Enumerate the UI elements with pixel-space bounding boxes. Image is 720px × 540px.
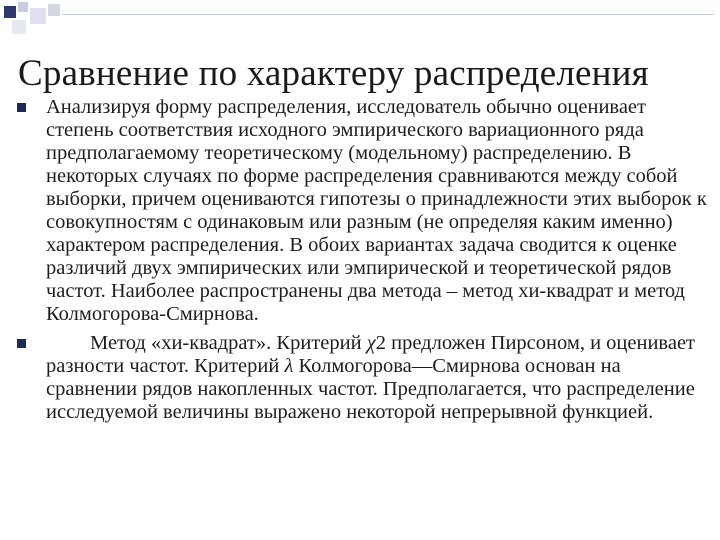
slide-content xyxy=(14,96,710,430)
deco-square xyxy=(30,8,46,24)
bullet-text-part: 2 предложен Пирсоном, и оценивает разности частот. Критерий xyxy=(46,332,695,377)
bullet-item xyxy=(14,96,710,326)
deco-square xyxy=(12,20,26,34)
bullet-text-part: Метод «хи-квадрат». Критерий xyxy=(90,332,367,354)
bullet-item xyxy=(14,332,710,424)
chi-symbol: χ xyxy=(366,332,376,354)
deco-square xyxy=(4,6,16,18)
decorative-corner-squares xyxy=(0,0,720,46)
deco-square xyxy=(48,4,60,16)
square-bullet-icon xyxy=(17,103,26,112)
bullet-text: Анализируя форму распределения, исследователь обычно оценивает степень соответствия исходного эмпирического вариационного ряда предполагаемому теоретическому (модельному) распределению. В некоторых случаях по форме распределения сравниваются между собой выборки, причем оцениваются гипотезы о принадлежности этих выборок к совокупностям с одинаковым или разным (не определяя каким именно) характером распределения. В обоих вариантах задача сводится к оценке различий двух эмпирических или эмпирической и теоретической рядов частот. Наиболее распространены два метода – метод хи-квадрат и метод Колмогорова-Смирнова. xyxy=(46,96,707,325)
deco-square xyxy=(18,2,28,12)
top-rule xyxy=(62,14,714,15)
bullet-text xyxy=(46,332,710,424)
square-bullet-icon xyxy=(17,339,26,348)
slide-title: Сравнение по характеру распределения xyxy=(18,53,649,94)
lambda-symbol: λ xyxy=(284,355,294,377)
bullet-text-part: Колмогорова—Смирнова основан на сравнении рядов накопленных частот. Предполагается, что распределение исследуемой величины выражено некоторой непрерывной функцией. xyxy=(46,355,695,423)
